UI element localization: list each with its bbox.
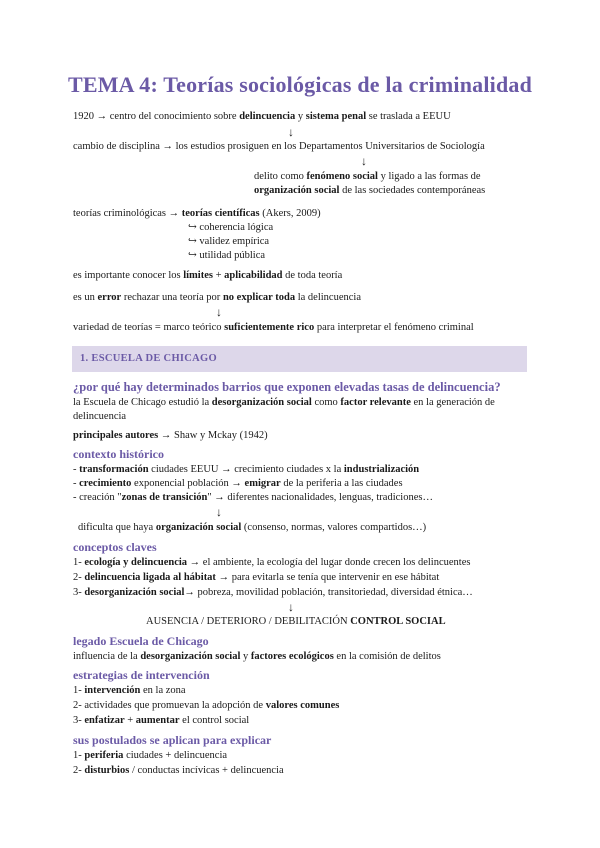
strategy-item: 3- enfatizar + aumentar el control social bbox=[73, 715, 250, 726]
intro-line-4: organización social de las sociedades contemporáneas bbox=[254, 185, 486, 196]
subheading-postulates: sus postulados se aplican para explicar bbox=[73, 733, 272, 747]
error-line: es un error rechazar una teoría por no explicar toda la delincuencia bbox=[73, 292, 361, 303]
concept-item: 2- delincuencia ligada al hábitat → para evitarla se tenía que intervenir en ese hábitat bbox=[73, 572, 440, 583]
down-arrow-icon: ↓ bbox=[216, 505, 222, 519]
chicago-line-2: delincuencia bbox=[73, 411, 127, 422]
intro-line-2: cambio de disciplina → los estudios prosiguen en los Departamentos Universitarios de Sociología bbox=[73, 141, 485, 152]
legacy-line: influencia de la desorganización social y factores ecológicos en la comisión de delitos bbox=[73, 651, 441, 662]
postulate-item: 1- periferia ciudades + delincuencia bbox=[73, 750, 228, 761]
strategy-item: 2- actividades que promuevan la adopción de valores comunes bbox=[73, 700, 340, 711]
down-arrow-icon: ↓ bbox=[288, 600, 294, 614]
authors-line: principales autores → Shaw y Mckay (1942) bbox=[73, 430, 268, 441]
chicago-line-1: la Escuela de Chicago estudió la desorganización social como factor relevante en la generación de bbox=[73, 397, 495, 408]
down-arrow-icon: ↓ bbox=[288, 125, 294, 139]
context-item: - crecimiento exponencial población → emigrar de la periferia a las ciudades bbox=[73, 478, 403, 489]
theory-criterion: ↪ validez empírica bbox=[188, 236, 270, 247]
subheading-legacy: legado Escuela de Chicago bbox=[73, 634, 209, 648]
variety-line: variedad de teorías = marco teórico suficientemente rico para interpretar el fenómeno criminal bbox=[73, 322, 474, 333]
down-arrow-icon: ↓ bbox=[216, 305, 222, 319]
section-heading: 1. ESCUELA DE CHICAGO bbox=[80, 353, 217, 364]
control-social-line: AUSENCIA / DETERIORO / DEBILITACIÓN CONTROL SOCIAL bbox=[146, 616, 446, 627]
context-item: - transformación ciudades EEUU → crecimiento ciudades x la industrialización bbox=[73, 464, 420, 475]
section-header bbox=[72, 346, 527, 372]
postulate-item: 2- disturbios / conductas incívicas + delincuencia bbox=[73, 765, 284, 776]
down-arrow-icon: ↓ bbox=[361, 154, 367, 168]
theory-criterion: ↪ utilidad pública bbox=[188, 250, 266, 261]
section-question: ¿por qué hay determinados barrios que exponen elevadas tasas de delincuencia? bbox=[73, 380, 501, 394]
subheading-concepts: conceptos claves bbox=[73, 540, 157, 554]
limits-line: es importante conocer los límites + aplicabilidad de toda teoría bbox=[73, 270, 343, 281]
strategy-item: 1- intervención en la zona bbox=[73, 685, 186, 696]
page-title: TEMA 4: Teorías sociológicas de la criminalidad bbox=[67, 72, 533, 97]
intro-line-1: 1920 → centro del conocimiento sobre delincuencia y sistema penal se traslada a EEUU bbox=[73, 111, 451, 122]
intro-line-3: delito como fenómeno social y ligado a las formas de bbox=[254, 171, 481, 182]
subheading-strategies: estrategias de intervención bbox=[73, 668, 210, 682]
context-item: dificulta que haya organización social (consenso, normas, valores compartidos…) bbox=[78, 522, 427, 533]
concept-item: 1- ecología y delincuencia → el ambiente, la ecología del lugar donde crecen los delincuentes bbox=[73, 557, 471, 568]
subheading-context: contexto histórico bbox=[73, 447, 164, 461]
theories-line: teorías criminológicas → teorías científicas (Akers, 2009) bbox=[73, 208, 321, 219]
concept-item: 3- desorganización social→ pobreza, movilidad población, transitoriedad, diversidad étnica… bbox=[73, 587, 473, 598]
context-item: - creación "zonas de transición" → diferentes nacionalidades, lenguas, tradiciones… bbox=[73, 492, 433, 503]
theory-criterion: ↪ coherencia lógica bbox=[188, 222, 274, 233]
